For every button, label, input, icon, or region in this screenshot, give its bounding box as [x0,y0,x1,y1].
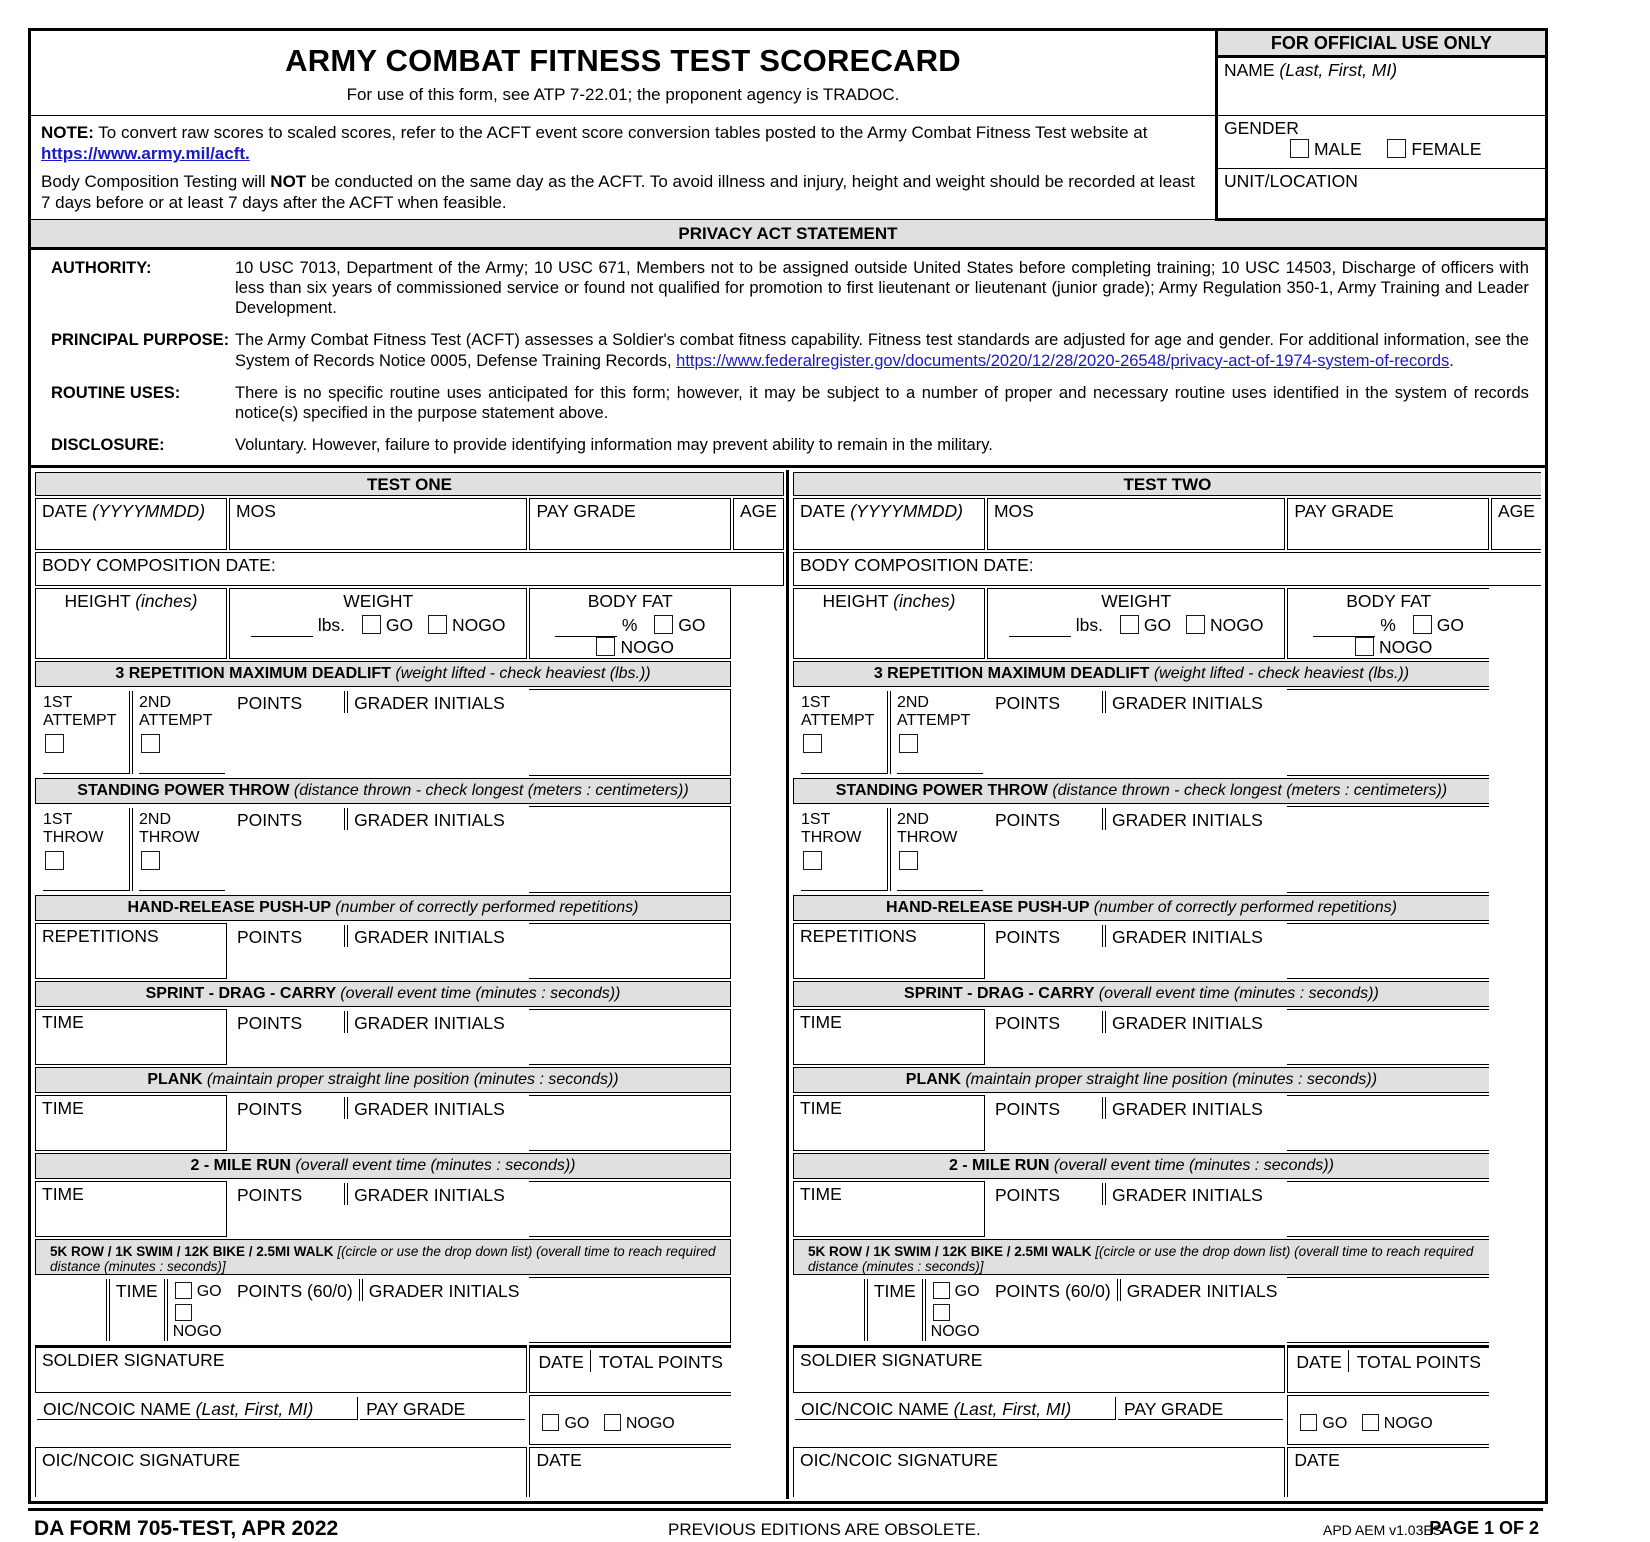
t1-sig-right [529,1345,731,1393]
t2-run-wrap [987,1181,1285,1237]
privacy-rows [31,254,1545,459]
t1-age-field[interactable]: AGE [733,498,784,550]
t1-deadlift-points[interactable]: POINTS [231,691,345,714]
t2-sdc-points[interactable]: POINTS [989,1011,1103,1034]
t1-soldier-signature[interactable]: SOLDIER SIGNATURE [35,1345,527,1393]
t1-oic-signature[interactable]: OIC/NCOIC SIGNATURE [35,1447,527,1497]
t2-event-band-power-throw: STANDING POWER THROW (distance thrown - check longest (meters : centimeters)) [793,778,1489,804]
t2-height-field[interactable]: HEIGHT (inches) [793,588,985,659]
t1-sdc-grader[interactable]: GRADER INITIALS [347,1011,525,1034]
t2-event-band-run: 2 - MILE RUN (overall event time (minutes : seconds)) [793,1153,1489,1179]
t2-plank-time[interactable]: TIME [793,1095,985,1151]
t2-sdc-wrap [987,1009,1285,1065]
t2-oic-gonogo[interactable]: GO NOGO [1287,1395,1489,1445]
t1-oic-go-checkbox[interactable] [542,1414,559,1431]
t2-alt-time[interactable]: TIME [867,1279,923,1341]
t1-run-grader[interactable]: GRADER INITIALS [347,1183,525,1206]
test-two-column [791,470,1543,1499]
t2-run-time[interactable]: TIME [793,1181,985,1237]
t2-throw-points[interactable]: POINTS [989,808,1103,831]
gender-male-checkbox[interactable] [1290,139,1309,158]
t2-pushup-grader-ext[interactable] [1287,923,1489,979]
form-number: DA FORM 705-TEST, APR 2022 [34,1516,339,1540]
t1-event-band-deadlift: 3 REPETITION MAXIMUM DEADLIFT (weight lifted - check heaviest (lbs.)) [35,661,731,687]
t1-signature-date[interactable]: DATE [532,1350,590,1373]
t2-run-grader-ext[interactable] [1287,1181,1489,1237]
t2-throw1-checkbox[interactable] [803,851,822,870]
t2-age-field[interactable]: AGE [1491,498,1541,550]
t1-weight-nogo-checkbox[interactable] [428,615,447,634]
unit-location-label: UNIT/LOCATION [1223,170,1358,191]
federal-register-link[interactable]: https://www.federalregister.gov/documents/2020/12/28/2020-26548/privacy-act-of-1974-system-of-records [676,351,1450,370]
privacy-text: 10 USC 7013, Department of the Army; 10 USC 671, Members not to be assigned outside United States before completing training; 10 USC 14503, Discharge of officers with less than six years of commissioned service or found not qualified for promotion to first lieutenant or lieutenant (junior grade); Army Regulation 350-1, Army Training and Leader Development. [235,259,1529,318]
t1-throw-grader[interactable]: GRADER INITIALS [347,808,525,831]
privacy-row-disclosure [33,427,1543,457]
privacy-text: Voluntary. However, failure to provide identifying information may prevent ability to remain in the military. [235,435,993,454]
t1-total-points[interactable]: TOTAL POINTS [598,1351,723,1372]
t1-alt-wrap [229,1277,527,1343]
t2-pushup-reps[interactable]: REPETITIONS [793,923,985,979]
t2-oic-signature[interactable]: OIC/NCOIC SIGNATURE [793,1447,1285,1497]
page-number: PAGE 1 OF 2 [1429,1517,1539,1538]
t2-date-field[interactable]: DATE (YYYYMMDD) [793,498,985,550]
t1-alt-band-text: 5K ROW / 1K SWIM / 12K BIKE / 2.5MI WALK [(circle or use the drop down list) (overall time to reach required distance (minutes : seconds)] [50,1243,716,1274]
t1-throw-points[interactable]: POINTS [231,808,345,831]
t2-alt-wrap [987,1277,1285,1343]
t2-bodyfat-nogo-checkbox[interactable] [1355,637,1374,656]
t2-alt-band-text: 5K ROW / 1K SWIM / 12K BIKE / 2.5MI WALK [(circle or use the drop down list) (overall time to reach required distance (minutes : seconds)] [807,1243,1474,1274]
name-label: NAME (Last, First, MI) [1223,59,1398,80]
t2-throw2[interactable]: 2ND THROW [890,808,983,891]
t2-event-band-alternate [793,1239,1489,1275]
t2-throw1[interactable]: 1ST THROW [795,808,888,891]
privacy-text: There is no specific routine uses anticipated for this form; however, it may be subject to a number of proper and necessary routine uses identified in the system of records notice(s) specified in the purpose statement above. [235,383,1529,422]
t2-plank-grader-ext[interactable] [1287,1095,1489,1151]
t1-alt-points[interactable]: POINTS (60/0) [231,1279,360,1302]
t2-weight-field[interactable]: WEIGHT lbs. GO NOGO [987,588,1285,659]
t2-deadlift-grader-ext[interactable] [1287,689,1489,776]
tests-container [30,467,1547,1503]
privacy-term: AUTHORITY: [51,259,152,277]
t1-deadlift-attempt1-checkbox[interactable] [45,734,64,753]
t1-deadlift-wrap [229,689,527,776]
test-one-header: TEST ONE [35,472,784,496]
t1-deadlift-grader[interactable]: GRADER INITIALS [347,691,525,714]
t1-plank-time[interactable]: TIME [35,1095,227,1151]
t1-mos-field[interactable]: MOS [229,498,527,550]
t2-deadlift-attempt1[interactable]: 1ST ATTEMPT [795,691,888,774]
female-label: FEMALE [1411,139,1482,159]
t1-deadlift-attempt1[interactable]: 1ST ATTEMPT [37,691,130,774]
t2-pushup-wrap [987,923,1285,979]
t1-deadlift-attempts-cell [35,689,227,776]
t1-oic-gonogo[interactable]: GO NOGO [529,1395,731,1445]
note-block [30,116,1217,220]
t2-paygrade-field[interactable]: PAY GRADE [1287,498,1489,550]
t1-sdc-time[interactable]: TIME [35,1009,227,1065]
t2-run-points[interactable]: POINTS [989,1183,1103,1206]
t2-bodyfat-go-checkbox[interactable] [1413,615,1432,634]
t1-alt-grader-ext[interactable] [529,1277,731,1343]
unit-location-field[interactable] [1216,168,1546,219]
acft-scorecard-form [28,28,1548,1504]
t2-pushup-points[interactable]: POINTS [989,925,1103,948]
t2-pushup-grader[interactable]: GRADER INITIALS [1105,925,1283,948]
name-field[interactable] [1216,56,1546,115]
privacy-text: The Army Combat Fitness Test (ACFT) assesses a Soldier's combat fitness capability. Fitness test standards are adjusted for age and gender. For additional information, see the System of Records Notice 0005, Defense Training Records, https://www.federalregister.gov/documents/2020/12/28/2020-26548/privacy-act-of-1974-system-of-records. [235,331,1529,370]
t1-sdc-wrap [229,1009,527,1065]
t2-deadlift-attempt2[interactable]: 2ND ATTEMPT [890,691,983,774]
t2-oic-nogo-checkbox[interactable] [1362,1414,1379,1431]
test-two-table [791,470,1543,1499]
t2-alt-grader-ext[interactable] [1287,1277,1489,1343]
t1-event-band-alternate [35,1239,731,1275]
gender-female-checkbox[interactable] [1387,139,1406,158]
tests-table [31,468,1545,1501]
t1-event-band-sdc: SPRINT - DRAG - CARRY (overall event time (minutes : seconds)) [35,981,731,1007]
t2-throw-attempts-cell [793,806,985,893]
t1-alt-left [35,1277,227,1343]
privacy-term: ROUTINE USES: [51,383,181,402]
t1-run-points[interactable]: POINTS [231,1183,345,1206]
t1-oic-left [35,1395,527,1445]
t1-pushup-grader-ext[interactable] [529,923,731,979]
t1-alt-event-select[interactable] [37,1279,107,1341]
t1-alt-go-checkbox[interactable] [175,1282,192,1299]
t1-throw-grader-ext[interactable] [529,806,731,893]
t2-event-band-deadlift: 3 REPETITION MAXIMUM DEADLIFT (weight lifted - check heaviest (lbs.)) [793,661,1489,687]
t2-deadlift-attempt2-checkbox[interactable] [899,734,918,753]
t1-event-band-run: 2 - MILE RUN (overall event time (minutes : seconds)) [35,1153,731,1179]
t1-alt-gonogo[interactable]: GO NOGO [167,1279,225,1341]
t2-weight-go-checkbox[interactable] [1120,615,1139,634]
t1-sdc-points[interactable]: POINTS [231,1011,345,1034]
t1-weight-go-checkbox[interactable] [362,615,381,634]
t1-throw1[interactable]: 1ST THROW [37,808,130,891]
t2-event-band-plank: PLANK (maintain proper straight line position (minutes : seconds)) [793,1067,1489,1093]
t2-alt-nogo-checkbox[interactable] [933,1304,950,1321]
page-footer [28,1508,1543,1542]
t2-weight-nogo-checkbox[interactable] [1186,615,1205,634]
previous-editions-note: PREVIOUS EDITIONS ARE OBSOLETE. [668,1519,981,1539]
t1-date-field[interactable]: DATE (YYYYMMDD) [35,498,227,550]
t2-run-grader[interactable]: GRADER INITIALS [1105,1183,1283,1206]
t1-alt-time[interactable]: TIME [109,1279,165,1341]
male-label: MALE [1313,139,1362,159]
t1-bodyfat-nogo-checkbox[interactable] [596,637,615,656]
t1-deadlift-attempt2[interactable]: 2ND ATTEMPT [132,691,225,774]
t2-total-points[interactable]: TOTAL POINTS [1356,1351,1481,1372]
t2-deadlift-attempt1-checkbox[interactable] [803,734,822,753]
t2-sdc-grader[interactable]: GRADER INITIALS [1105,1011,1283,1034]
t1-oic-paygrade[interactable]: PAY GRADE [360,1397,525,1421]
t1-deadlift-grader-ext[interactable] [529,689,731,776]
t2-mos-field[interactable]: MOS [987,498,1285,550]
t2-oic-date[interactable]: DATE [1287,1447,1489,1497]
t1-height-field[interactable]: HEIGHT (inches) [35,588,227,659]
t1-event-band-power-throw: STANDING POWER THROW (distance thrown - check longest (meters : centimeters)) [35,778,731,804]
t2-body-comp-date-field[interactable]: BODY COMPOSITION DATE: [793,552,1541,586]
t1-throw2-checkbox[interactable] [141,851,160,870]
t2-deadlift-grader[interactable]: GRADER INITIALS [1105,691,1283,714]
t1-run-time[interactable]: TIME [35,1181,227,1237]
title-block [30,30,1217,116]
t1-weight-field[interactable]: WEIGHT lbs. GO NOGO [229,588,527,659]
t1-body-comp-date-field[interactable]: BODY COMPOSITION DATE: [35,552,784,586]
t2-oic-name[interactable]: OIC/NCOIC NAME (Last, First, MI) [795,1397,1116,1421]
t1-pushup-points[interactable]: POINTS [231,925,345,948]
t1-bodyfat-go-checkbox[interactable] [654,615,673,634]
t1-event-band-pushup: HAND-RELEASE PUSH-UP (number of correctly performed repetitions) [35,895,731,921]
t2-soldier-signature[interactable]: SOLDIER SIGNATURE [793,1345,1285,1393]
t2-deadlift-points[interactable]: POINTS [989,691,1103,714]
apd-version: APD AEM v1.03ES [1323,1521,1443,1538]
t2-deadlift-wrap [987,689,1285,776]
t2-oic-go-checkbox[interactable] [1300,1414,1317,1431]
t2-event-band-pushup: HAND-RELEASE PUSH-UP (number of correctly performed repetitions) [793,895,1489,921]
t1-plank-grader-ext[interactable] [529,1095,731,1151]
t2-alt-gonogo[interactable]: GO NOGO [925,1279,983,1341]
privacy-term: DISCLOSURE: [51,435,165,454]
t2-plank-points[interactable]: POINTS [989,1097,1103,1120]
t2-sdc-grader-ext[interactable] [1287,1009,1489,1065]
t2-sdc-time[interactable]: TIME [793,1009,985,1065]
privacy-row-routine-uses [33,375,1543,425]
gender-field[interactable] [1216,116,1546,169]
t1-run-wrap [229,1181,527,1237]
t1-sdc-grader-ext[interactable] [529,1009,731,1065]
t1-throw2[interactable]: 2ND THROW [132,808,225,891]
t1-throw-attempts-cell [35,806,227,893]
t1-oic-date[interactable]: DATE [529,1447,731,1497]
t2-alt-left [793,1277,985,1343]
privacy-act-body [30,249,1547,467]
t2-plank-wrap [987,1095,1285,1151]
t1-oic-name[interactable]: OIC/NCOIC NAME (Last, First, MI) [37,1397,358,1421]
t2-event-band-sdc: SPRINT - DRAG - CARRY (overall event time (minutes : seconds)) [793,981,1489,1007]
t1-throw1-checkbox[interactable] [45,851,64,870]
t2-alt-grader[interactable]: GRADER INITIALS [1120,1279,1284,1302]
t2-throw-grader-ext[interactable] [1287,806,1489,893]
privacy-row-authority [33,256,1543,320]
t1-pushup-wrap [229,923,527,979]
t2-signature-date[interactable]: DATE [1290,1350,1348,1373]
t2-alt-event-select[interactable] [795,1279,865,1341]
page-title: ARMY COMBAT FITNESS TEST SCORECARD [285,43,961,78]
t2-alt-go-checkbox[interactable] [933,1282,950,1299]
t2-throw2-checkbox[interactable] [899,851,918,870]
t1-plank-wrap [229,1095,527,1151]
test-one-table [33,470,786,1499]
t1-pushup-reps[interactable]: REPETITIONS [35,923,227,979]
privacy-term: PRINCIPAL PURPOSE: [51,331,230,350]
t1-alt-grader[interactable]: GRADER INITIALS [362,1279,526,1302]
test-two-header: TEST TWO [793,472,1541,496]
t2-throw-wrap [987,806,1285,893]
t1-pushup-grader[interactable]: GRADER INITIALS [347,925,525,948]
page-subtitle: For use of this form, see ATP 7-22.01; the proponent agency is TRADOC. [346,85,900,104]
t2-plank-grader[interactable]: GRADER INITIALS [1105,1097,1283,1120]
t1-event-band-plank: PLANK (maintain proper straight line position (minutes : seconds)) [35,1067,731,1093]
t2-throw-grader[interactable]: GRADER INITIALS [1105,808,1283,831]
army-acft-link[interactable]: https://www.army.mil/acft. [41,144,250,164]
gender-label: GENDER [1223,118,1299,138]
t1-run-grader-ext[interactable] [529,1181,731,1237]
t1-oic-nogo-checkbox[interactable] [604,1414,621,1431]
t2-alt-points[interactable]: POINTS (60/0) [989,1279,1118,1302]
t2-deadlift-attempts-cell [793,689,985,776]
t1-deadlift-attempt2-checkbox[interactable] [141,734,160,753]
t1-plank-points[interactable]: POINTS [231,1097,345,1120]
t1-bodyfat-field[interactable]: BODY FAT % GO NOGO [529,588,731,659]
t1-paygrade-field[interactable]: PAY GRADE [529,498,731,550]
t1-throw-wrap [229,806,527,893]
t2-sig-right [1287,1345,1489,1393]
t1-plank-grader[interactable]: GRADER INITIALS [347,1097,525,1120]
t2-oic-paygrade[interactable]: PAY GRADE [1118,1397,1283,1421]
body-comp-note: Body Composition Testing will NOT be conducted on the same day as the ACFT. To avoid illness and injury, height and weight should be recorded at least 7 days before or at least 7 days after the ACFT when feasible. [41,171,1195,212]
t1-alt-nogo-checkbox[interactable] [175,1304,192,1321]
official-use-header: FOR OFFICIAL USE ONLY [1216,30,1546,57]
privacy-act-header: PRIVACY ACT STATEMENT [30,220,1547,249]
privacy-row-principal-purpose [33,322,1543,372]
note-text: NOTE: To convert raw scores to scaled scores, refer to the ACFT event score conversion tables posted to the Army Combat Fitness Test website at https://www.army.mil/acft. [41,123,1148,164]
t2-oic-left [793,1395,1285,1445]
t2-bodyfat-field[interactable]: BODY FAT % GO NOGO [1287,588,1489,659]
test-one-column [33,470,789,1499]
